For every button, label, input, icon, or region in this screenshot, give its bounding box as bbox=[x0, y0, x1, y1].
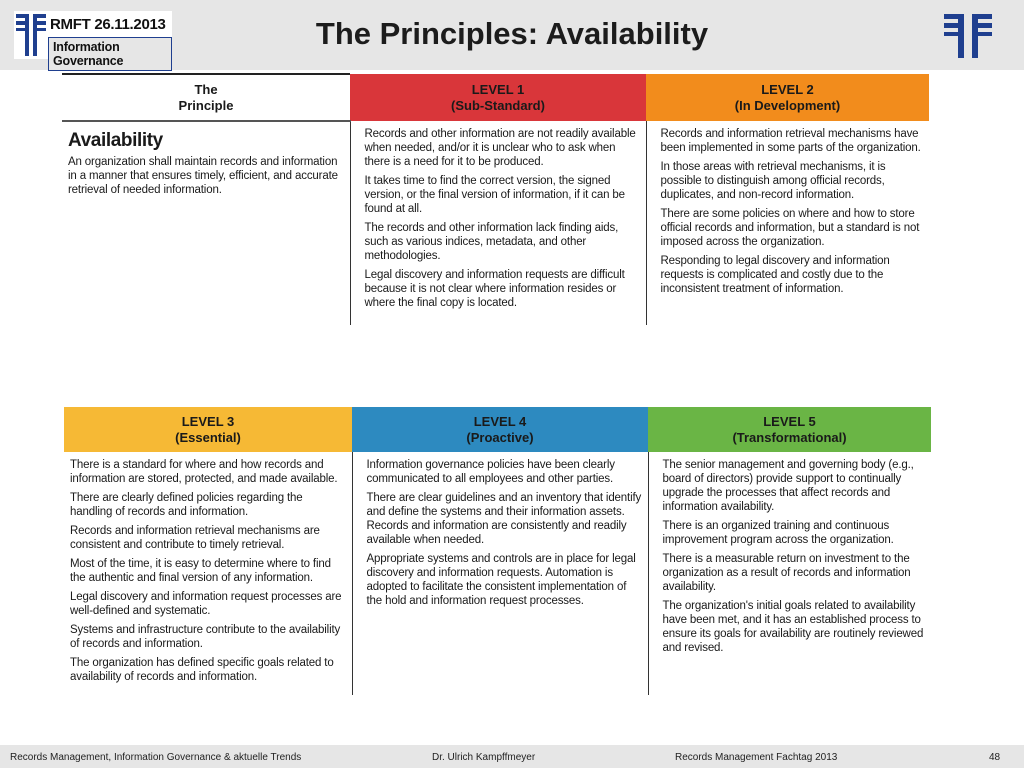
list-item: The organization has defined specific goals related to availability of records and information. bbox=[70, 657, 334, 683]
footer-event: Records Management Fachtag 2013 bbox=[675, 752, 838, 763]
list-item: The senior management and governing body (e.g., board of directors) provide support to continually upgrade the processes that affect records and information availability. bbox=[662, 459, 914, 513]
list-item: Records and information retrieval mechanisms are consistent and contribute to timely retrieval. bbox=[70, 525, 320, 551]
list-item: The records and other information lack finding aids, such as various indices, metadata, and other methodologies. bbox=[364, 222, 619, 262]
list-item: Systems and infrastructure contribute to the availability of records and information. bbox=[70, 624, 341, 650]
header-level-3: LEVEL 3 (Essential) bbox=[64, 407, 352, 452]
list-item: Most of the time, it is easy to determine where to find the authentic and final version of any information. bbox=[70, 558, 331, 584]
page-title: The Principles: Availability bbox=[315, 16, 709, 51]
maturity-table-bottom bbox=[64, 407, 931, 695]
list-item: There is a measurable return on investment to the organization as a result of records and information availability. bbox=[662, 553, 911, 593]
header-level-4: LEVEL 4 (Proactive) bbox=[352, 407, 648, 452]
page-number: 48 bbox=[989, 752, 1001, 763]
fff-logo-icon bbox=[944, 14, 992, 58]
list-item: Responding to legal discovery and information requests is complicated and costly due to the inconsistent treatment of information. bbox=[660, 255, 890, 295]
list-item: Records and information retrieval mechanisms have been implemented in some parts of the organization. bbox=[660, 128, 921, 154]
level-3-cell bbox=[64, 452, 352, 695]
level-4-cell bbox=[352, 452, 648, 695]
list-item: The organization's initial goals related to availability have been met, and it has an established process to ensure its goals for availability are routinely reviewed and revised. bbox=[662, 600, 924, 654]
footer-author: Dr. Ulrich Kampffmeyer bbox=[432, 752, 536, 763]
header-level-5: LEVEL 5 (Transformational) bbox=[648, 407, 931, 452]
list-item: Legal discovery and information requests are difficult because it is not clear where information resides or where the final copy is located. bbox=[364, 269, 625, 309]
list-item: It takes time to find the correct version, the signed version, or the final version of information, if it can be found at all. bbox=[364, 175, 625, 215]
list-item: Records and other information are not readily available when needed, and/or it is unclear who to ask when there is a need for it to be produced. bbox=[364, 128, 636, 168]
header-band bbox=[0, 0, 1024, 70]
maturity-table-top bbox=[62, 73, 929, 325]
badge-date: RMFT 26.11.2013 bbox=[50, 16, 166, 33]
list-item: There is an organized training and continuous improvement program across the organization. bbox=[662, 520, 894, 546]
list-item: There is a standard for where and how records and information are stored, protected, and made available. bbox=[70, 459, 338, 485]
list-item: In those areas with retrieval mechanisms, it is possible to distinguish among official records, duplicates, and non-record information. bbox=[660, 161, 886, 201]
footer bbox=[0, 745, 1024, 768]
badge-topic: Information Governance bbox=[48, 37, 172, 71]
principle-title: Availability bbox=[68, 130, 163, 151]
list-item: Appropriate systems and controls are in place for legal discovery and information requests. Automation is adopted to facilitate the consistent implementation of the hold and information request processes. bbox=[366, 553, 636, 607]
level-2-cell bbox=[646, 121, 929, 325]
list-item: Information governance policies have been clearly communicated to all employees and other parties. bbox=[366, 459, 615, 485]
list-item: Legal discovery and information request processes are well-defined and systematic. bbox=[70, 591, 342, 617]
header-level-2: LEVEL 2 (In Development) bbox=[646, 74, 929, 121]
principle-cell bbox=[62, 121, 350, 325]
level-5-cell bbox=[648, 452, 931, 695]
header-principle: The Principle bbox=[62, 74, 350, 121]
footer-title: Records Management, Information Governance & aktuelle Trends bbox=[10, 752, 302, 763]
list-item: There are some policies on where and how to store official records and information, but a standard is not imposed across the organization. bbox=[660, 208, 920, 248]
principle-text: An organization shall maintain records and information in a manner that ensures timely, efficient, and accurate retrieval of needed information. bbox=[68, 156, 338, 196]
list-item: There are clearly defined policies regarding the handling of records and information. bbox=[70, 492, 303, 518]
list-item: There are clear guidelines and an inventory that identify and define the systems and their information assets. Records and information are consistently and readily available when needed. bbox=[366, 492, 642, 546]
header-level-1: LEVEL 1 (Sub-Standard) bbox=[350, 74, 646, 121]
level-1-cell bbox=[350, 121, 646, 325]
